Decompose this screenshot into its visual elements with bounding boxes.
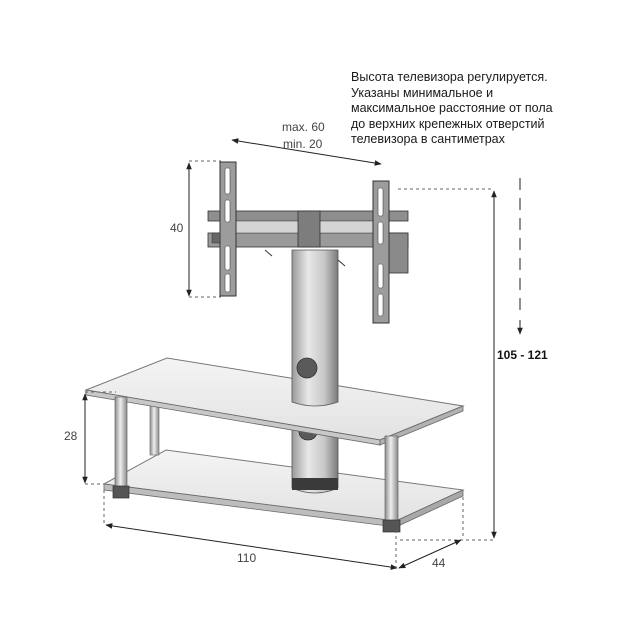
- note-line-4: до верхних крепежных отверстий: [351, 116, 545, 131]
- mount-height-label: 105 - 121: [497, 348, 548, 362]
- bottom-shelf: [104, 450, 463, 527]
- bracket-height-label: 40: [170, 221, 184, 235]
- cable-hole-upper-icon: [297, 358, 317, 378]
- note-line-2: Указаны минимальное и: [351, 85, 494, 100]
- bracket-width-max-label: max. 60: [282, 120, 325, 134]
- note-line-5: телевизора в сантиметрах: [351, 132, 505, 146]
- top-shelf: [86, 358, 463, 445]
- center-column-upper: [292, 250, 338, 406]
- note-line-1: Высота телевизора регулируется.: [351, 70, 548, 84]
- note-line-3: максимальное расстояние от пола: [351, 101, 553, 115]
- shelf-gap-label: 28: [64, 429, 78, 443]
- width-label: 110: [237, 551, 257, 565]
- bracket-width-min-label: min. 20: [283, 137, 323, 151]
- depth-label: 44: [432, 556, 446, 570]
